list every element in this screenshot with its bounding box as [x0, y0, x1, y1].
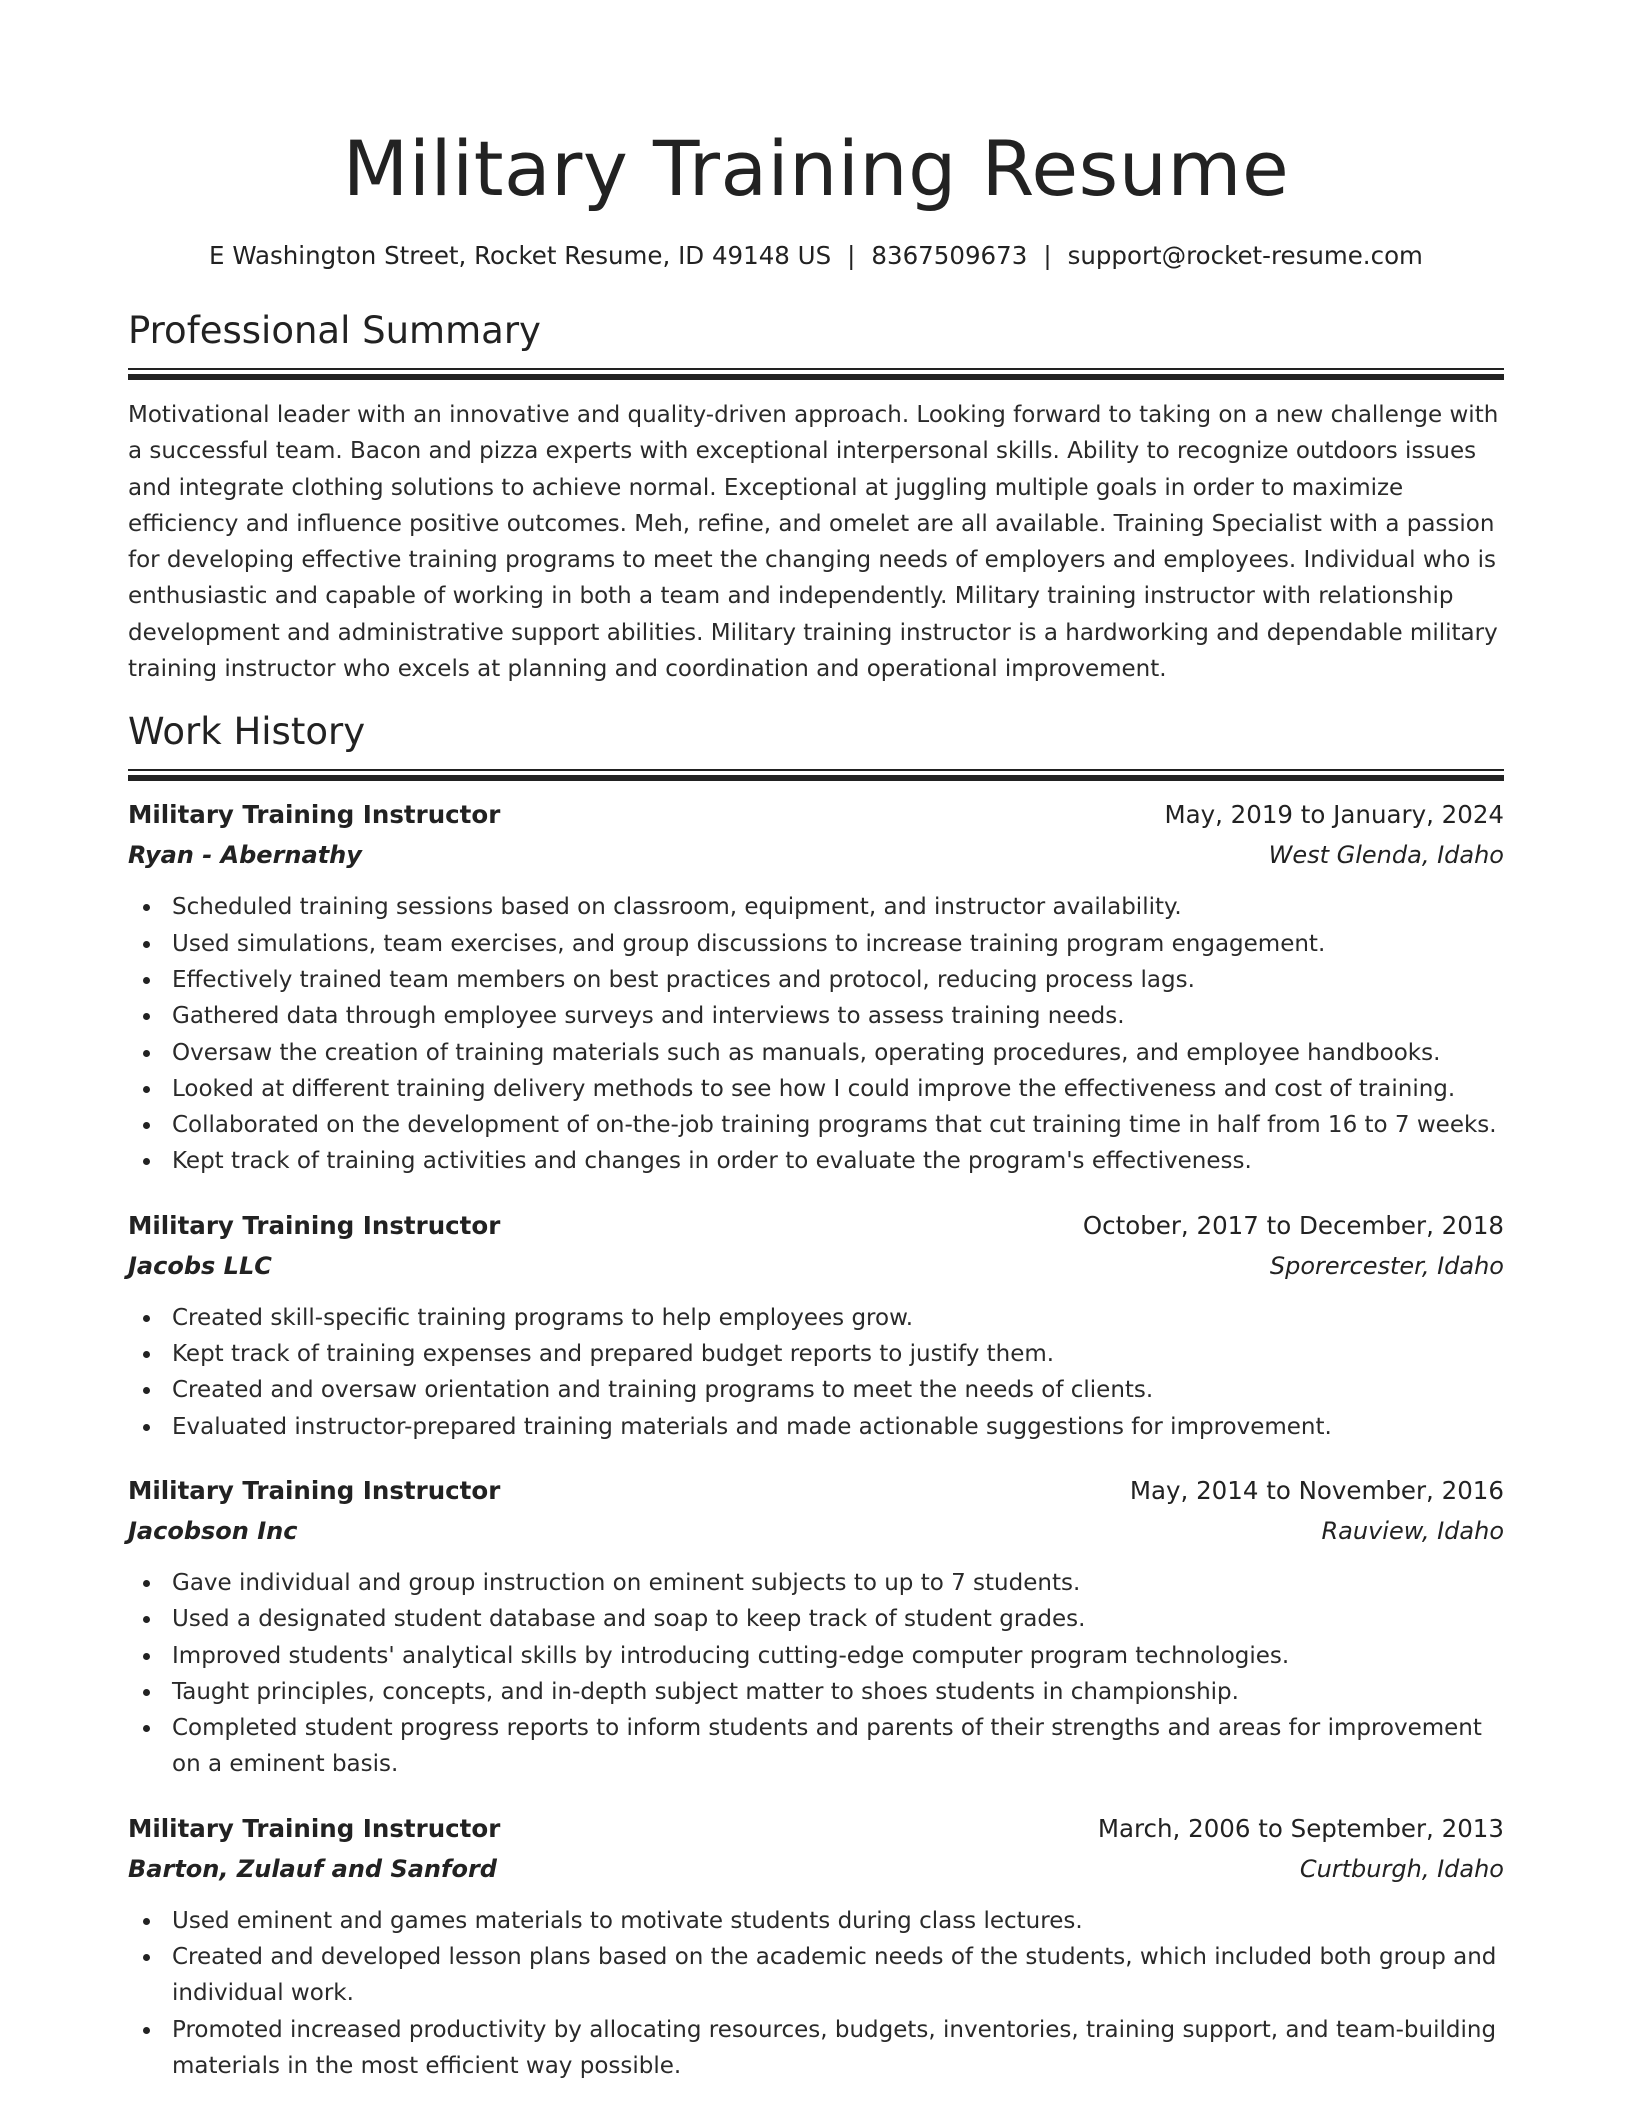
contact-separator: | [847, 241, 856, 270]
bullet-item: Used a designated student database and soap to keep track of student grades. [128, 1601, 1504, 1637]
job-title: Military Training Instructor [128, 1813, 501, 1843]
bullet-item: Created and developed lesson plans based on the academic needs of the students, which included both group and individual work. [128, 1939, 1504, 2012]
job-location: West Glenda, Idaho [1268, 841, 1504, 870]
summary-section [128, 309, 1504, 687]
job-location: Sporercester, Idaho [1269, 1251, 1504, 1280]
bullet-item: Completed student progress reports to inform students and parents of their strengths and areas for improvement on a eminent basis. [128, 1710, 1504, 1783]
job-bullets [128, 1300, 1504, 1445]
contact-email: support@rocket-resume.com [1067, 241, 1423, 270]
work-history-section [128, 710, 1504, 2084]
job-title: Military Training Instructor [128, 1475, 501, 1505]
job-bullets [128, 1565, 1504, 1783]
bullet-item: Looked at different training delivery methods to see how I could improve the effectiveness and cost of training. [128, 1071, 1504, 1107]
bullet-item: Evaluated instructor-prepared training materials and made actionable suggestions for improvement. [128, 1409, 1504, 1445]
resume-title: Military Training Resume [342, 124, 1290, 213]
job-location: Rauview, Idaho [1321, 1516, 1504, 1545]
bullet-item: Oversaw the creation of training materials such as manuals, operating procedures, and employee handbooks. [128, 1035, 1504, 1071]
job-company: Jacobson Inc [128, 1516, 298, 1545]
bullet-item: Used simulations, team exercises, and group discussions to increase training program engagement. [128, 926, 1504, 962]
bullet-item: Kept track of training activities and changes in order to evaluate the program's effectiveness. [128, 1143, 1504, 1179]
job-entry [128, 1206, 1504, 1445]
contact-address: E Washington Street, Rocket Resume, ID 49148 US [209, 241, 832, 270]
job-title: Military Training Instructor [128, 800, 501, 830]
bullet-item: Taught principles, concepts, and in-depth subject matter to shoes students in championship. [128, 1674, 1504, 1710]
contact-phone: 8367509673 [871, 241, 1028, 270]
bullet-item: Effectively trained team members on best practices and protocol, reducing process lags. [128, 962, 1504, 998]
job-dates: October, 2017 to December, 2018 [1082, 1210, 1504, 1240]
bullet-item: Collaborated on the development of on-the-job training programs that cut training time in half from 16 to 7 weeks. [128, 1107, 1504, 1143]
contact-line [128, 240, 1504, 272]
bullet-item: Scheduled training sessions based on classroom, equipment, and instructor availability. [128, 889, 1504, 925]
job-title: Military Training Instructor [128, 1210, 501, 1240]
summary-heading: Professional Summary [128, 309, 541, 352]
job-bullets [128, 889, 1504, 1179]
job-location: Curtburgh, Idaho [1299, 1854, 1504, 1883]
bullet-item: Gave individual and group instruction on eminent subjects to up to 7 students. [128, 1565, 1504, 1601]
job-entry [128, 1471, 1504, 1783]
bullet-item: Created skill-specific training programs to help employees grow. [128, 1300, 1504, 1336]
job-dates: May, 2014 to November, 2016 [1129, 1475, 1504, 1505]
job-bullets [128, 1903, 1504, 2084]
bullet-item: Gathered data through employee surveys and interviews to assess training needs. [128, 998, 1504, 1034]
job-dates: May, 2019 to January, 2024 [1164, 800, 1504, 830]
bullet-item: Kept track of training expenses and prepared budget reports to justify them. [128, 1336, 1504, 1372]
section-divider-thick [128, 775, 1504, 781]
contact-separator: | [1043, 241, 1052, 270]
resume-page [128, 0, 1504, 2084]
bullet-item: Improved students' analytical skills by introducing cutting-edge computer program technologies. [128, 1638, 1504, 1674]
job-company: Ryan - Abernathy [128, 841, 362, 870]
job-dates: March, 2006 to September, 2013 [1097, 1813, 1504, 1843]
section-divider [128, 769, 1504, 771]
job-company: Barton, Zulauf and Sanford [128, 1854, 497, 1883]
bullet-item: Promoted increased productivity by allocating resources, budgets, inventories, training support, and team-building materials in the most efficient way possible. [128, 2012, 1504, 2085]
job-entry [128, 795, 1504, 1179]
bullet-item: Created and oversaw orientation and training programs to meet the needs of clients. [128, 1372, 1504, 1408]
summary-text: Motivational leader with an innovative and quality-driven approach. Looking forward to taking on a new challenge with a successful team. Bacon and pizza experts with exceptional interpersonal skills. Ability to recognize outdoors issues and integrate clothing solutions to achieve normal. Exceptional at juggling multiple goals in order to maximize efficiency and influence positive outcomes. Meh, refine, and omelet are all available. Training Specialist with a passion for developing effective training programs to meet the changing needs of employers and employees. Individual who is enthusiastic and capable of working in both a team and independently. Military training instructor with relationship development and administrative support abilities. Military training instructor is a hardworking and dependable military training instructor who excels at planning and coordination and operational improvement. [128, 402, 1499, 683]
section-divider [128, 368, 1504, 370]
job-entry [128, 1809, 1504, 2084]
bullet-item: Used eminent and games materials to motivate students during class lectures. [128, 1903, 1504, 1939]
section-divider-thick [128, 374, 1504, 380]
work-history-heading: Work History [128, 710, 366, 754]
job-company: Jacobs LLC [128, 1251, 272, 1280]
